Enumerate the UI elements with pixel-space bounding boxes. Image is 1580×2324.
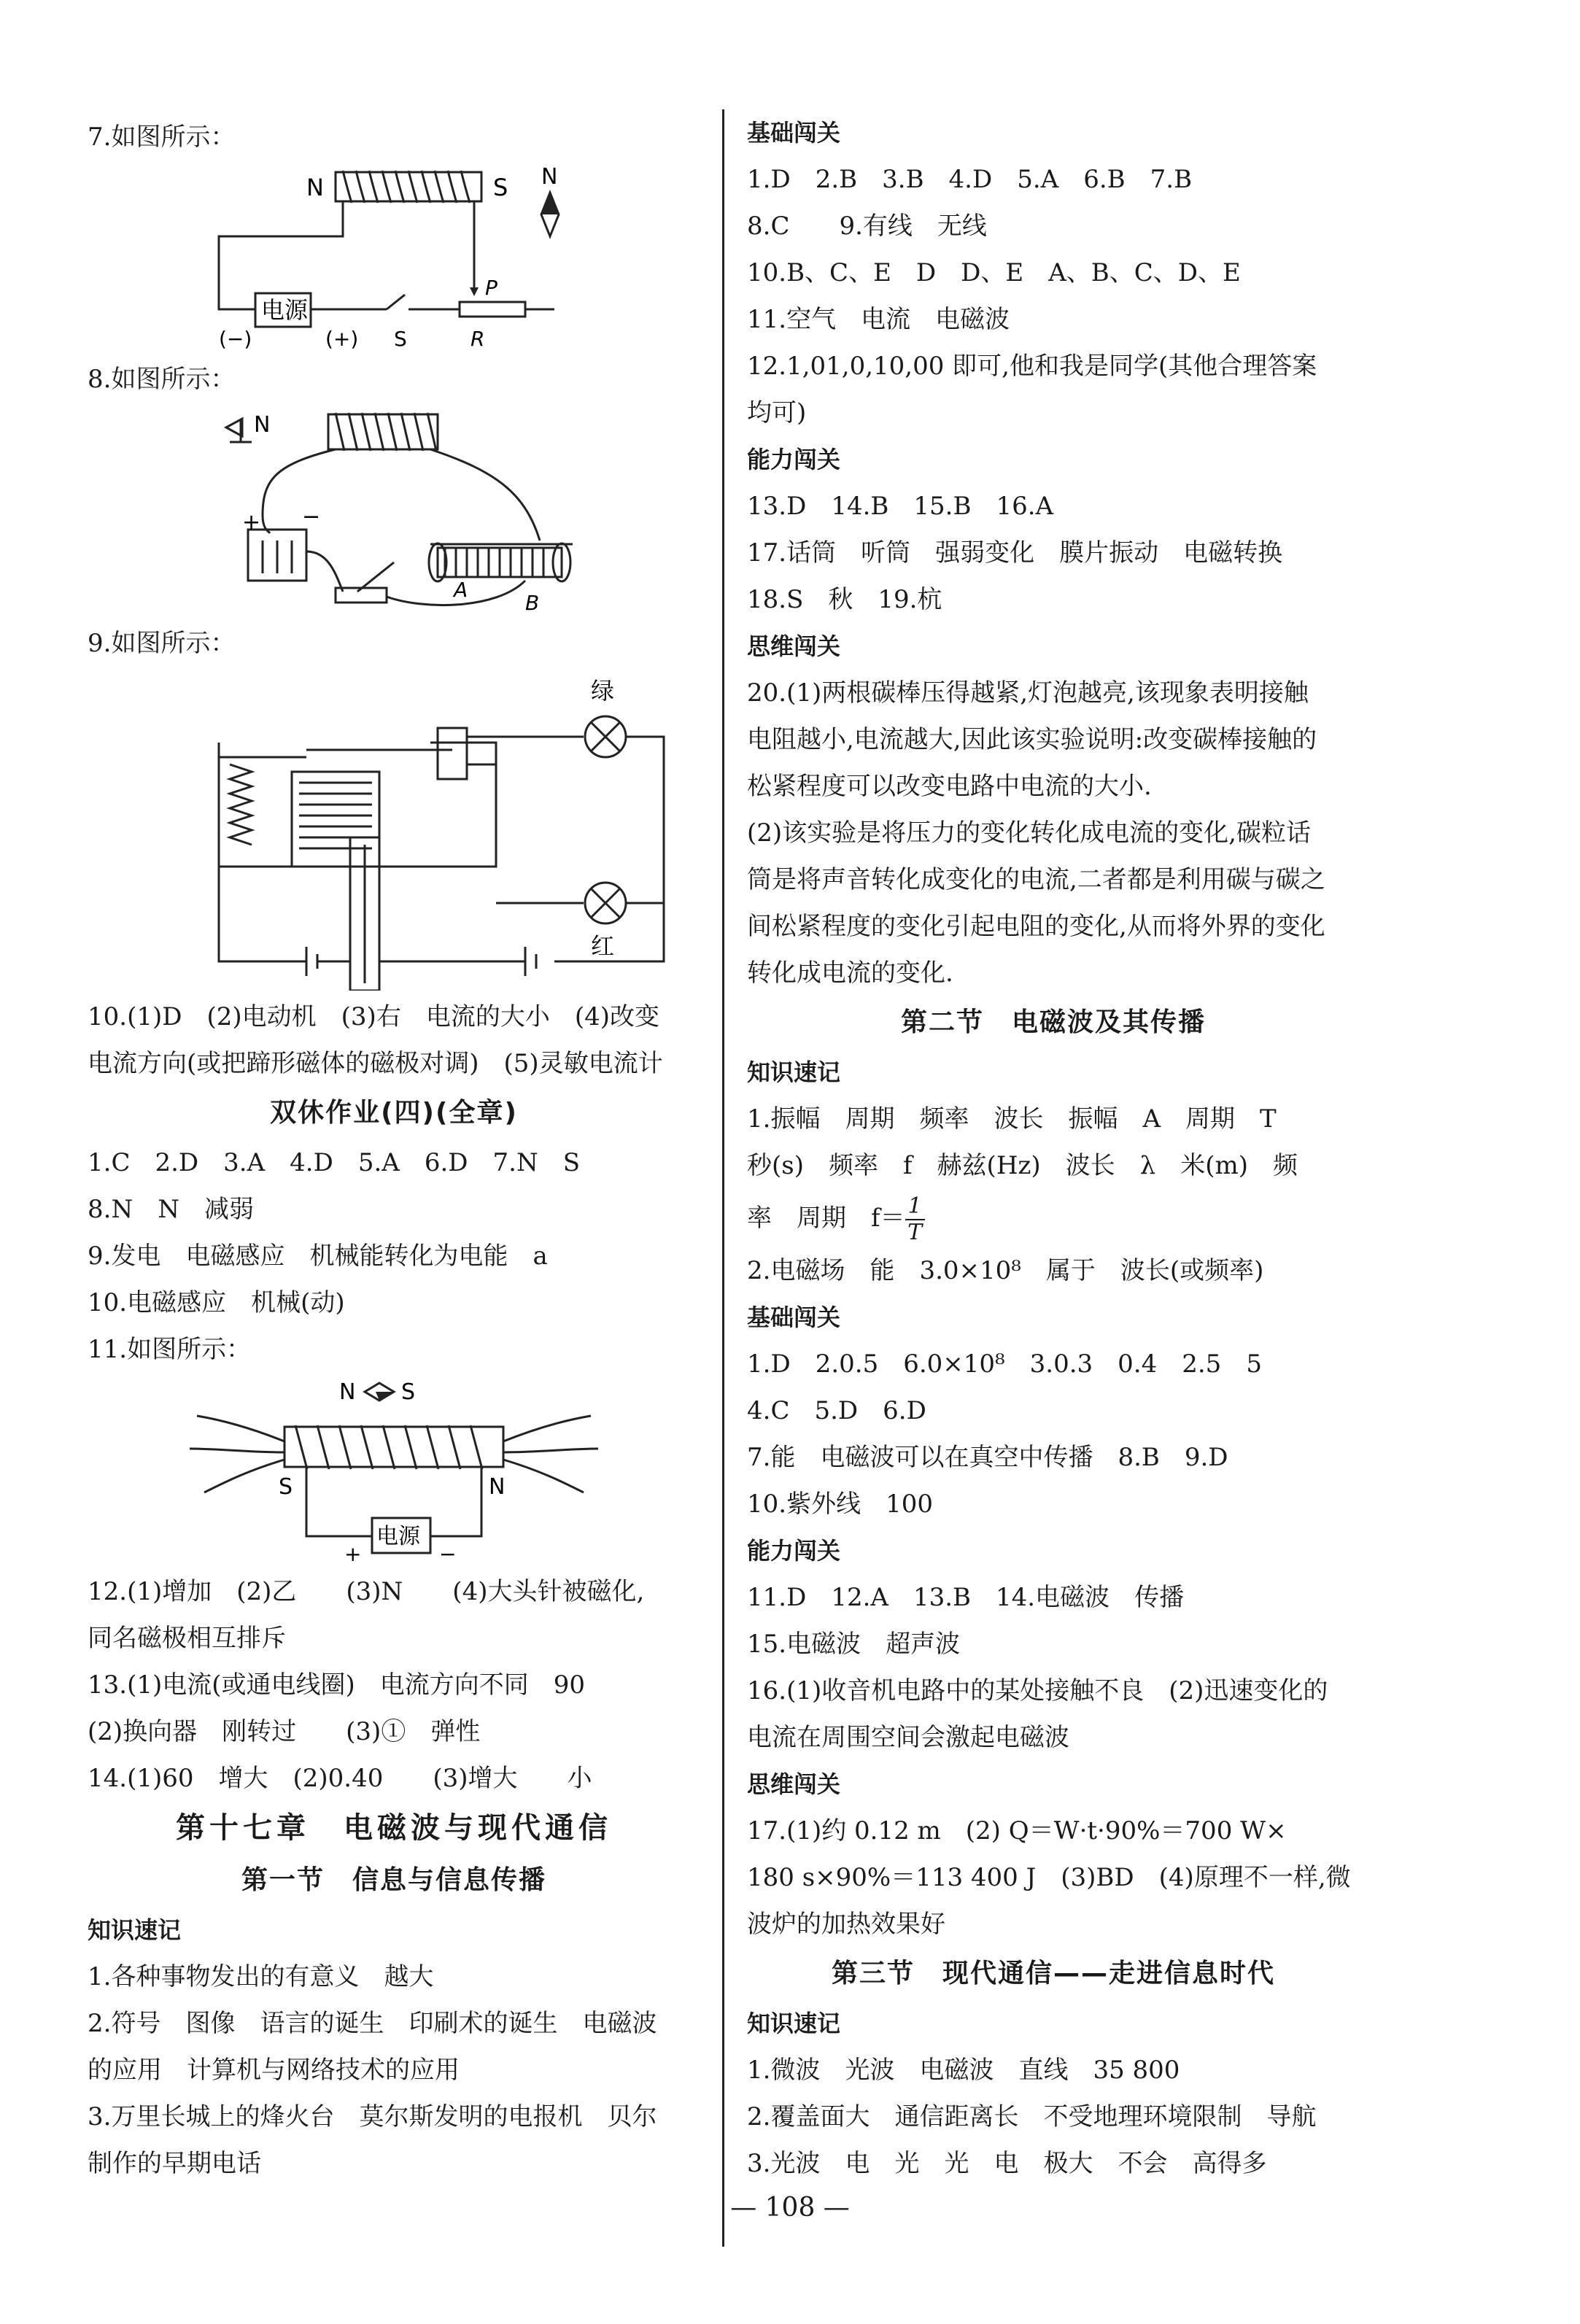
q7-n-label: N xyxy=(306,174,324,201)
r-answers-12b: 均可) xyxy=(747,398,807,427)
page-number: — 108 — xyxy=(730,2193,850,2223)
r20-line7: 转化成电流的变化. xyxy=(747,958,953,988)
s1-line3 xyxy=(747,1189,1360,1247)
knowledge-3b: 制作的早期电话 xyxy=(88,2149,261,2178)
knowledge-2b: 的应用 计算机与网络技术的应用 xyxy=(88,2056,460,2085)
knowledge-3a: 3.万里长城上的烽火台 莫尔斯发明的电报机 贝尔 xyxy=(88,2102,657,2131)
q8-text: 8.如图所示： xyxy=(88,365,236,394)
ability-heading: 能力闯关 xyxy=(747,446,841,473)
t-answers-1: 1.微波 光波 电磁波 直线 35 800 xyxy=(747,2056,1180,2085)
right-column xyxy=(747,109,1360,2187)
thinking-heading: 思维闯关 xyxy=(747,632,841,660)
q8-b-label: B xyxy=(525,591,540,615)
b16-line2: 电流在周围空间会激起电磁波 xyxy=(747,1723,1069,1752)
q9-text: 9.如图所示： xyxy=(88,629,236,658)
fraction-denominator: T xyxy=(907,1220,923,1245)
s1-line2: 秒(s) 频率 f 赫兹(Hz) 波长 λ 米(m) 频 xyxy=(747,1151,1298,1180)
q11-figure xyxy=(88,1376,700,1565)
hw-answers-1: 1.C 2.D 3.A 4.D 5.A 6.D 7.N S xyxy=(88,1148,581,1177)
knowledge3-heading: 知识速记 xyxy=(747,2010,841,2037)
s1-line1: 1.振幅 周期 频率 波长 振幅 A 周期 T xyxy=(747,1104,1277,1134)
fraction-numerator: 1 xyxy=(905,1194,925,1220)
r20-line3: 松紧程度可以改变电路中电流的大小. xyxy=(747,772,1152,801)
q7-text: 7.如图所示： xyxy=(88,123,236,152)
q8-minus-label: − xyxy=(302,504,321,530)
r-answers-10: 10.B、C、E D D、E A、B、C、D、E xyxy=(747,258,1241,287)
q7-pos-label: (+) xyxy=(325,327,359,351)
q8-figure xyxy=(88,406,700,617)
frequency-fraction xyxy=(905,1194,925,1245)
section3-title: 第三节 现代通信——走进信息时代 xyxy=(831,1959,1275,1988)
q7-circuit-diagram xyxy=(88,163,700,353)
r20-line6: 间松紧程度的变化引起电阻的变化,从而将外界的变化 xyxy=(747,912,1325,941)
r-answers-17: 17.话筒 听筒 强弱变化 膜片振动 电磁转换 xyxy=(747,538,1283,568)
hw-answers-8: 8.N N 减弱 xyxy=(88,1195,254,1224)
q8-a-label: A xyxy=(454,578,468,602)
section2-title: 第二节 电磁波及其传播 xyxy=(900,1007,1206,1037)
hw-answers-9: 9.发电 电磁感应 机械能转化为电能 a xyxy=(88,1242,548,1271)
thinking2-heading: 思维闯关 xyxy=(747,1770,841,1798)
q11-plus: + xyxy=(344,1542,362,1565)
q7-neg-label: (−) xyxy=(219,327,252,351)
b17-line1: 17.(1)约 0.12 m (2) Q＝W·t·90%＝700 W× xyxy=(747,1816,1287,1845)
basic2-heading: 基础闯关 xyxy=(747,1304,841,1331)
q7-r-label: R xyxy=(470,327,485,351)
s1-line3-text: 率 周期 f＝ xyxy=(747,1204,905,1233)
r-answers-12a: 12.1,01,0,10,00 即可,他和我是同学(其他合理答案 xyxy=(747,352,1317,381)
left-column xyxy=(88,114,700,2187)
b-answers-11: 11.D 12.A 13.B 14.电磁波 传播 xyxy=(747,1583,1185,1612)
q11-n-top: N xyxy=(339,1379,356,1405)
r-answers-13: 13.D 14.B 15.B 16.A xyxy=(747,492,1054,521)
knowledge-2a: 2.符号 图像 语言的诞生 印刷术的诞生 电磁波 xyxy=(88,2009,657,2038)
q11-s-left: S xyxy=(279,1474,293,1500)
q11-solenoid-diagram xyxy=(88,1376,700,1565)
basic-heading: 基础闯关 xyxy=(747,119,841,147)
chapter-title: 第十七章 电磁波与现代通信 xyxy=(176,1811,612,1845)
q11-n-right: N xyxy=(489,1474,506,1500)
q8-circuit-diagram xyxy=(88,406,700,617)
q11-s-top: S xyxy=(401,1379,416,1405)
b-answers-15: 15.电磁波 超声波 xyxy=(747,1630,961,1659)
r-answers-18: 18.S 秋 19.杭 xyxy=(747,585,942,614)
s2-line: 2.电磁场 能 3.0×10⁸ 属于 波长(或频率) xyxy=(747,1256,1264,1285)
r-answers-11: 11.空气 电流 电磁波 xyxy=(747,305,1010,334)
q8-n-label: N xyxy=(254,412,271,438)
b17-line2: 180 s×90%＝113 400 J (3)BD (4)原理不一样,微 xyxy=(747,1863,1351,1892)
hw12-line2: 同名磁极相互排斥 xyxy=(88,1624,286,1653)
b-answers-1: 1.D 2.0.5 6.0×10⁸ 3.0.3 0.4 2.5 5 xyxy=(747,1349,1262,1379)
hw-answers-11: 11.如图所示： xyxy=(88,1335,252,1364)
q9-figure xyxy=(88,670,700,991)
q11-power-label: 电源 xyxy=(376,1524,420,1549)
hw13-line1: 13.(1)电流(或通电线圈) 电流方向不同 90 xyxy=(88,1670,586,1700)
b-answers-4: 4.C 5.D 6.D xyxy=(747,1396,926,1425)
q7-p-label: P xyxy=(485,276,497,300)
knowledge-heading: 知识速记 xyxy=(88,1916,182,1944)
q10-line2: 电流方向(或把蹄形磁体的磁极对调) (5)灵敏电流计 xyxy=(88,1049,663,1078)
r20-line4: (2)该实验是将压力的变化转化成电流的变化,碳粒话 xyxy=(747,818,1311,848)
r20-line2: 电阻越小,电流越大,因此该实验说明:改变碳棒接触的 xyxy=(747,725,1317,754)
q7-s-label: S xyxy=(493,174,508,201)
q9-red-label: 红 xyxy=(591,932,615,960)
q9-green-label: 绿 xyxy=(591,677,615,705)
t-answers-3: 3.光波 电 光 光 电 极大 不会 高得多 xyxy=(747,2149,1267,2178)
r-answers-8: 8.C 9.有线 无线 xyxy=(747,212,987,241)
column-divider xyxy=(722,109,724,2247)
q7-compass-n: N xyxy=(541,164,558,190)
hw-answers-10: 10.电磁感应 机械(动) xyxy=(88,1288,345,1317)
r20-line1: 20.(1)两根碳棒压得越紧,灯泡越亮,该现象表明接触 xyxy=(747,678,1309,708)
q11-minus: − xyxy=(439,1542,457,1565)
q7-power-label: 电源 xyxy=(261,296,309,324)
hw12-line1: 12.(1)增加 (2)乙 (3)N (4)大头针被磁化, xyxy=(88,1577,645,1606)
hw13-line2: (2)换向器 刚转过 (3)① 弹性 xyxy=(88,1717,481,1746)
knowledge2-heading: 知识速记 xyxy=(747,1058,841,1086)
q8-plus-label: + xyxy=(242,510,261,535)
q7-switch-label: S xyxy=(394,327,407,351)
r20-line5: 筒是将声音转化成变化的电流,二者都是利用碳与碳之 xyxy=(747,865,1325,894)
b-answers-10: 10.紫外线 100 xyxy=(747,1490,933,1519)
homework-title: 双休作业(四)(全章) xyxy=(270,1098,518,1128)
q7-figure xyxy=(88,163,700,353)
b-answers-7: 7.能 电磁波可以在真空中传播 8.B 9.D xyxy=(747,1443,1228,1472)
knowledge-1: 1.各种事物发出的有意义 越大 xyxy=(88,1962,434,1991)
r-answers-1: 1.D 2.B 3.B 4.D 5.A 6.B 7.B xyxy=(747,165,1193,194)
b17-line3: 波炉的加热效果好 xyxy=(747,1910,945,1939)
q9-relay-diagram xyxy=(88,670,700,991)
hw14-line: 14.(1)60 增大 (2)0.40 (3)增大 小 xyxy=(88,1764,592,1793)
q10-line1: 10.(1)D (2)电动机 (3)右 电流的大小 (4)改变 xyxy=(88,1002,659,1031)
section1-title: 第一节 信息与信息传播 xyxy=(241,1865,546,1895)
t-answers-2: 2.覆盖面大 通信距离长 不受地理环境限制 导航 xyxy=(747,2102,1317,2131)
b16-line1: 16.(1)收音机电路中的某处接触不良 (2)迅速变化的 xyxy=(747,1676,1328,1705)
ability2-heading: 能力闯关 xyxy=(747,1537,841,1565)
